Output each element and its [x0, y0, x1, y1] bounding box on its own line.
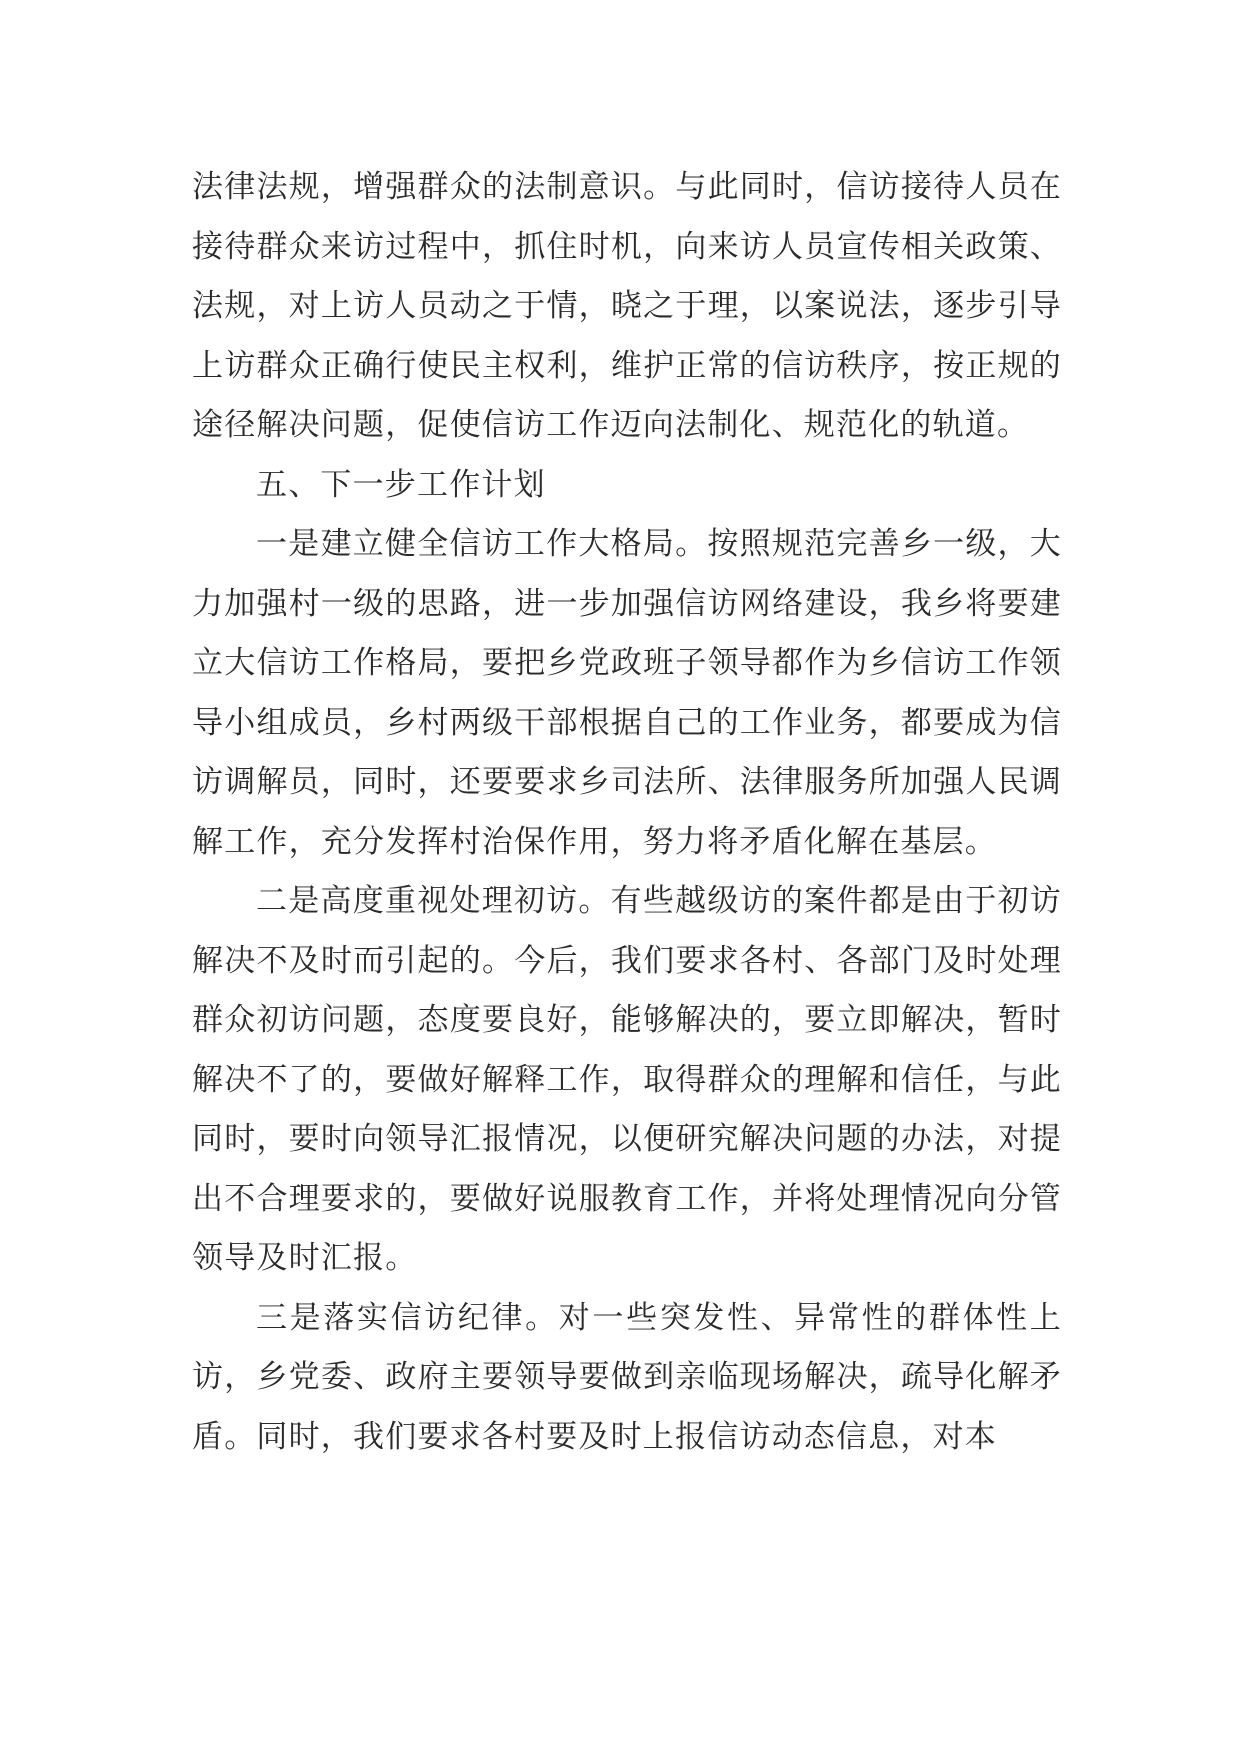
- section-heading: 五、下一步工作计划: [256, 466, 546, 503]
- paragraph-plan-three: 三是落实信访纪律。对一些突发性、异常性的群体性上访，乡党委、政府主要领导要做到亲临现场解决，疏导化解矛盾。同时，我们要求各村要及时上报信访动态信息，对本: [192, 1299, 1062, 1455]
- paragraph-plan-two: 二是高度重视处理初访。有些越级访的案件都是由于初访解决不及时而引起的。今后，我们要求各村、各部门及时处理群众初访问题，态度要良好，能够解决的，要立即解决，暂时解决不了的，要做好解释工作，取得群众的理解和信任，与此同时，要时向领导汇报情况，以便研究解决问题的办法，对提出不合理要求的，要做好说服教育工作，并将处理情况向分管领导及时汇报。: [192, 883, 1062, 1276]
- paragraph-continuation: 法律法规，增强群众的法制意识。与此同时，信访接待人员在接待群众来访过程中，抓住时机，向来访人员宣传相关政策、法规，对上访人员动之于情，晓之于理，以案说法，逐步引导上访群众正确行使民主权利，维护正常的信访秩序，按正规的途径解决问题，促使信访工作迈向法制化、规范化的轨道。: [192, 169, 1062, 443]
- document-body: [192, 158, 1062, 1467]
- paragraph-plan-one: 一是建立健全信访工作大格局。按照规范完善乡一级，大力加强村一级的思路，进一步加强信访网络建设，我乡将要建立大信访工作格局，要把乡党政班子领导都作为乡信访工作领导小组成员，乡村两级干部根据自己的工作业务，都要成为信访调解员，同时，还要要求乡司法所、法律服务所加强人民调解工作，充分发挥村治保作用，努力将矛盾化解在基层。: [192, 526, 1062, 860]
